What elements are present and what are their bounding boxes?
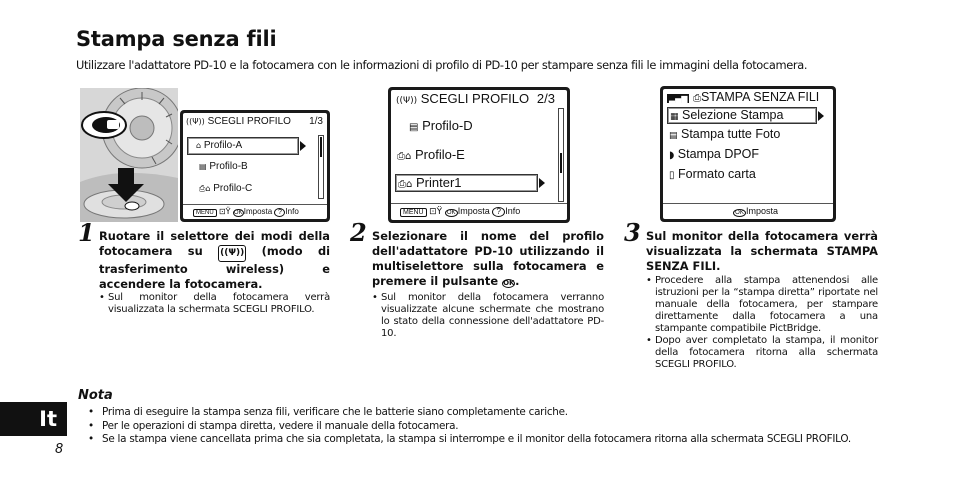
- step-3-bullets: [646, 275, 878, 371]
- wireless-icon: ((Ψ)): [396, 96, 418, 106]
- list-item: • Per le operazioni di stampa diretta, vedere il manuale della fotocamera.: [88, 420, 851, 434]
- ok-label: Imposta: [457, 206, 490, 216]
- menu-item-profilo-a[interactable]: ⌂ Profilo-A: [187, 137, 299, 155]
- menu-key-icon: MENU: [400, 208, 427, 217]
- scrollbar[interactable]: [558, 108, 564, 202]
- list-item: • Sul monitor della fotocamera verrà visualizzata la schermata SCEGLI PROFILO.: [99, 292, 330, 316]
- ok-button-icon: OK: [503, 279, 515, 287]
- step-number-1: 1: [78, 218, 95, 247]
- camera-mode-dial-illustration: [80, 88, 178, 222]
- lcd-screen-scegli-profilo-2: [388, 87, 570, 223]
- menu-item-profilo-e[interactable]: ⎙⌂ Profilo-E: [395, 140, 555, 169]
- nota-list: [88, 406, 851, 447]
- menu-item-selezione-stampa[interactable]: ▦ Selezione Stampa: [667, 107, 817, 124]
- ok-button-icon: OK: [733, 209, 746, 217]
- document-icon: ▤: [199, 162, 207, 171]
- step-1-heading: Ruotare il selettore dei modi della fotocamera su ((Ψ)) (modo di trasferimento wireless) e accendere la fotocamera.: [99, 229, 331, 291]
- help-label: Info: [285, 207, 299, 216]
- menu-key-icon: MENU: [193, 209, 217, 217]
- help-icon: ?: [492, 207, 505, 217]
- page-title: Stampa senza fili: [76, 27, 277, 51]
- menu-item-profilo-d[interactable]: ▤ Profilo-D: [395, 112, 555, 140]
- step-number-3: 3: [624, 218, 641, 247]
- menu-item-profilo-c[interactable]: ⎙⌂ Profilo-C: [187, 178, 317, 200]
- menu-item-stampa-tutte-foto[interactable]: ▤ Stampa tutte Foto: [667, 124, 827, 144]
- printer-icon: ⎙⌂: [199, 184, 211, 193]
- signal-strength-icon: ▂▄▆: [669, 94, 688, 103]
- language-tab: It: [0, 402, 67, 436]
- settings-icon: ⊡Ϋ: [218, 207, 231, 216]
- document-icon: ▤: [409, 122, 419, 133]
- screen-title: SCEGLI PROFILO: [207, 116, 291, 127]
- menu-item-stampa-dpof[interactable]: ◗ Stampa DPOF: [667, 144, 827, 164]
- step-number-2: 2: [350, 218, 367, 247]
- ok-label: Imposta: [243, 207, 273, 216]
- help-label: Info: [505, 206, 521, 216]
- wireless-transfer-mode-icon: ((Ψ)): [218, 245, 246, 262]
- step-2-heading: Selezionare il nome del profilo dell'adattatore PD-10 utilizzando il multiselettore sulla fotocamera e premere il pulsante OK.: [372, 229, 604, 288]
- home-icon: ⌂: [196, 141, 202, 150]
- dpof-icon: ◗: [669, 150, 675, 161]
- ok-button-icon: OK: [233, 210, 243, 216]
- wireless-icon: ((Ψ)): [186, 117, 205, 126]
- arrow-right-icon: [539, 178, 545, 188]
- paper-size-icon: ▯: [669, 170, 675, 181]
- settings-icon: ⊡Ϋ: [429, 207, 443, 217]
- print-all-icon: ▤: [669, 131, 678, 141]
- list-item: • Prima di eseguire la stampa senza fili, verificare che le batterie siano completamente cariche.: [88, 406, 851, 420]
- step-3-heading: Sul monitor della fotocamera verrà visualizzata la schermata STAMPA SENZA FILI.: [646, 229, 878, 273]
- lcd-screen-stampa-senza-fili: [660, 86, 836, 222]
- screen-title: SCEGLI PROFILO: [420, 91, 530, 106]
- list-item: • Dopo aver completato la stampa, il monitor della fotocamera ritorna alla schermata SCEGLI PROFILO.: [646, 335, 878, 371]
- ok-label: Imposta: [746, 206, 779, 216]
- intro-text: Utilizzare l'adattatore PD-10 e la fotocamera con le informazioni di profilo di PD-10 per stampare senza fili le immagini della fotocamera.: [76, 58, 808, 72]
- printer-home-icon: ⎙⌂: [398, 179, 413, 190]
- printer-home-icon: ⎙⌂: [397, 151, 412, 162]
- arrow-right-icon: [300, 141, 306, 151]
- page-indicator: 2/3: [536, 91, 555, 106]
- help-icon: ?: [274, 208, 285, 217]
- screen-title: STAMPA SENZA FILI: [700, 90, 820, 104]
- menu-item-printer1[interactable]: ⎙⌂ Printer1: [395, 174, 538, 192]
- list-item: • Sul monitor della fotocamera verranno visualizzate alcune schermate che mostrano lo stato della connessione dell'adattatore PD-10.: [372, 292, 604, 340]
- lcd-screen-scegli-profilo-1: [180, 110, 330, 222]
- print-selection-icon: ▦: [670, 112, 679, 122]
- page-number: 8: [55, 442, 64, 457]
- menu-item-profilo-b[interactable]: ▤ Profilo-B: [187, 155, 317, 178]
- list-item: • Procedere alla stampa attenendosi alle istruzioni per la “stampa diretta” riportate nel manuale della fotocamera, per stampare direttamente dalla fotocamera a una stampante compatibile PictBridge.: [646, 275, 878, 335]
- camera-dial-icon: [80, 88, 178, 222]
- ok-button-icon: OK: [445, 209, 458, 217]
- arrow-right-icon: [818, 111, 824, 121]
- menu-item-formato-carta[interactable]: ▯ Formato carta: [667, 164, 827, 184]
- nota-heading: Nota: [78, 388, 113, 403]
- step-1-bullets: [99, 292, 330, 316]
- scrollbar[interactable]: [318, 135, 324, 199]
- printer-icon: ⎙: [692, 93, 701, 104]
- list-item: • Se la stampa viene cancellata prima che sia completata, la stampa si interrompe e il monitor della fotocamera ritorna alla schermata SCEGLI PROFILO.: [88, 433, 851, 447]
- step-2-bullets: [372, 292, 604, 340]
- page-indicator: 1/3: [309, 116, 323, 127]
